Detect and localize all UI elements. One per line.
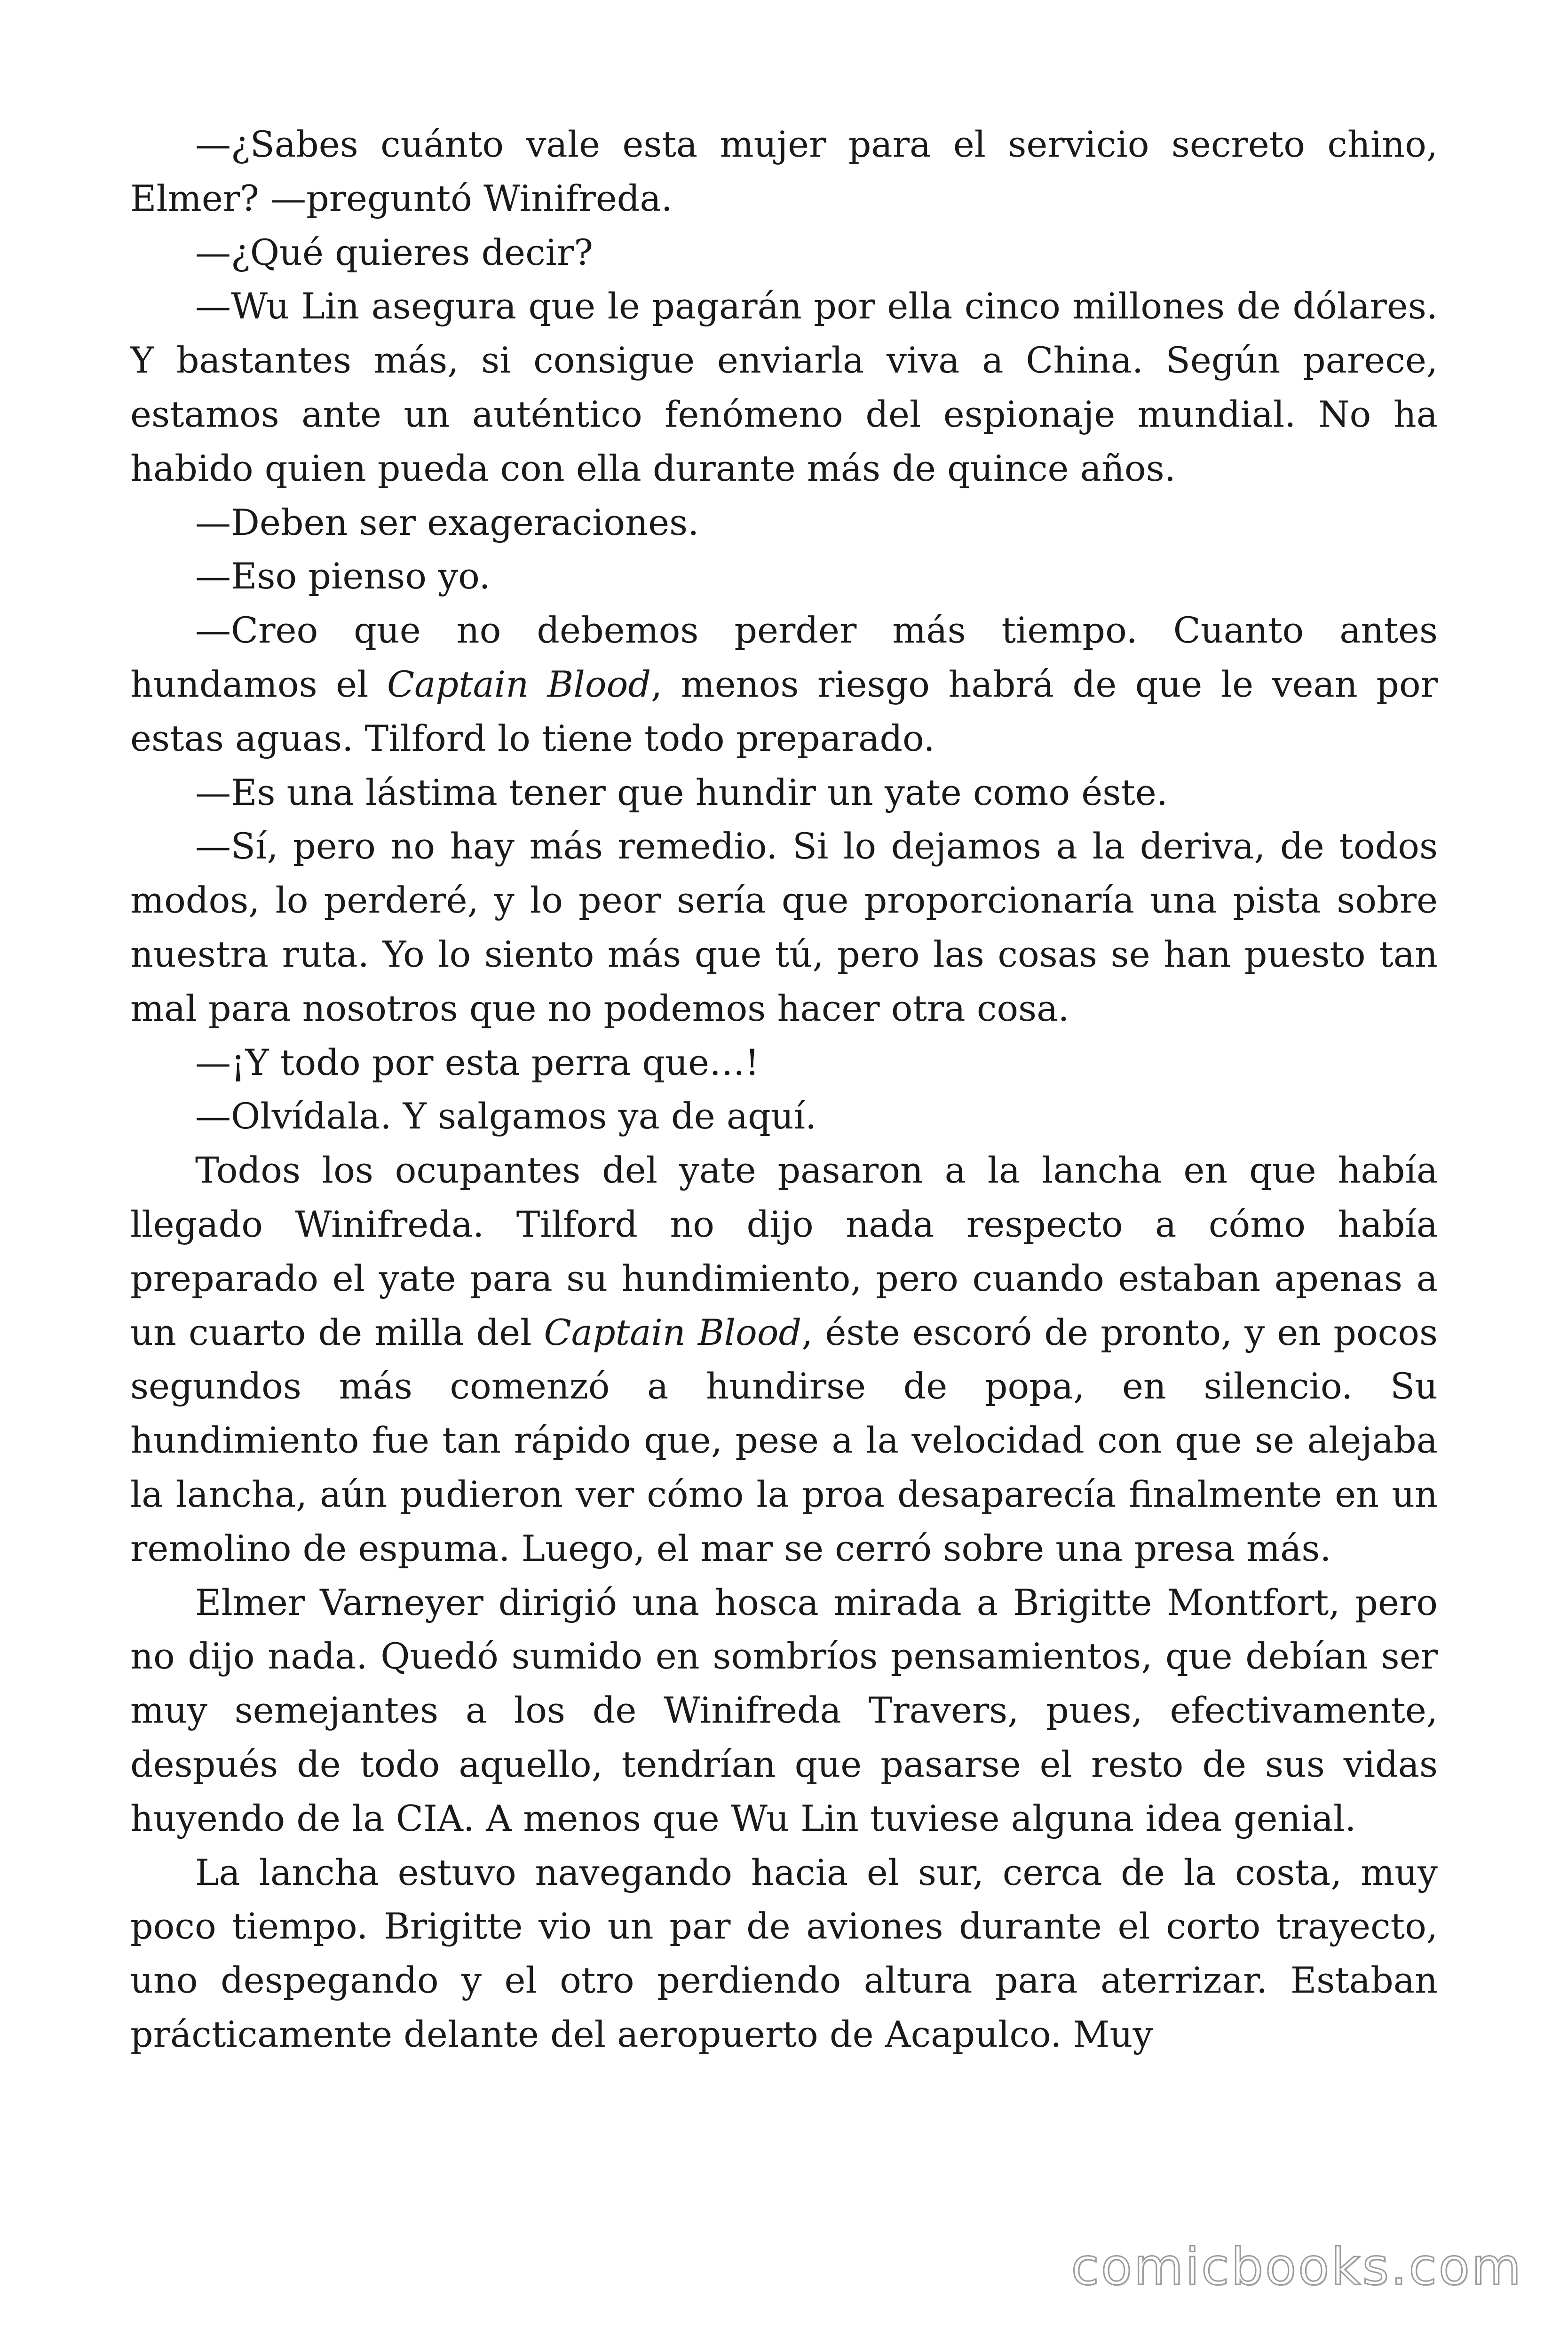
paragraph-text: —Eso pienso yo. <box>195 555 491 597</box>
paragraph-5 <box>130 549 1438 604</box>
paragraph-2 <box>130 226 1438 280</box>
paragraph-text: , éste escoró de pronto, y en pocos segundos más comenzó a hundirse de popa, en silencio. Su hundimiento fue tan rápido que, pese a la velocidad con que se alejaba la lancha, aún pudieron ver cómo la proa desaparecía finalmente en un remolino de espuma. Luego, el mar se cerró sobre una presa más. <box>130 1311 1438 1569</box>
paragraph-8 <box>130 819 1438 1035</box>
paragraph-text: —Sí, pero no hay más remedio. Si lo dejamos a la deriva, de todos modos, lo perderé, y lo peor sería que proporcionaría una pista sobre nuestra ruta. Yo lo siento más que tú, pero las cosas se han puesto tan mal para nosotros que no podemos hacer otra cosa. <box>130 825 1438 1029</box>
paragraph-text: La lancha estuvo navegando hacia el sur, cerca de la costa, muy poco tiempo. Brigitte vio un par de aviones durante el corto trayecto, uno despegando y el otro perdiendo altura para aterrizar. Estaban prácticamente delante del aeropuerto de Acapulco. Muy <box>130 1851 1438 2055</box>
paragraph-13 <box>130 1846 1438 2062</box>
paragraph-text: —Deben ser exageraciones. <box>195 501 699 543</box>
paragraph-12 <box>130 1576 1438 1846</box>
paragraph-text: —Creo que no debemos perder más tiempo. Cuanto antes hundamos el <box>130 609 1438 705</box>
watermark: comicbooks.com <box>1071 2238 1523 2296</box>
paragraph-text: Elmer Varneyer dirigió una hosca mirada a Brigitte Montfort, pero no dijo nada. Quedó sumido en sombríos pensamientos, que debían ser muy semejantes a los de Winifreda Travers, pues, efectivamente, después de todo aquello, tendrían que pasarse el resto de sus vidas huyendo de la CIA. A menos que Wu Lin tuviese alguna idea genial. <box>130 1581 1438 1839</box>
paragraph-text: —Wu Lin asegura que le pagarán por ella cinco millones de dólares. Y bastantes más, si consigue enviarla viva a China. Según parece, estamos ante un auténtico fenómeno del espionaje mundial. No ha habido quien pueda con ella durante más de quince años. <box>130 285 1438 489</box>
paragraph-6 <box>130 604 1438 765</box>
paragraph-text: —¡Y todo por esta perra que…! <box>195 1041 760 1083</box>
paragraph-10 <box>130 1089 1438 1144</box>
paragraph-text: Todos los ocupantes del yate pasaron a la lancha en que había llegado Winifreda. Tilford no dijo nada respecto a cómo había preparado el yate para su hundimiento, pero cuando estaban apenas a un cuarto de milla del <box>130 1149 1438 1353</box>
ship-name-italic: Captain Blood <box>387 663 651 705</box>
paragraph-text: , menos riesgo habrá de que le vean por estas aguas. Tilford lo tiene todo preparado. <box>130 663 1438 759</box>
paragraph-9 <box>130 1036 1438 1090</box>
paragraph-7 <box>130 766 1438 820</box>
paragraph-text: —Es una lástima tener que hundir un yate como éste. <box>195 771 1168 813</box>
paragraph-text: —Olvídala. Y salgamos ya de aquí. <box>195 1095 817 1137</box>
paragraph-11 <box>130 1144 1438 1575</box>
paragraph-4 <box>130 496 1438 550</box>
paragraph-3 <box>130 279 1438 495</box>
paragraph-text: —¿Sabes cuánto vale esta mujer para el servicio secreto chino, Elmer? —preguntó Winifreda. <box>130 123 1438 219</box>
page-body <box>130 118 1438 2225</box>
paragraph-1 <box>130 118 1438 226</box>
paragraph-text: —¿Qué quieres decir? <box>195 231 594 273</box>
ship-name-italic: Captain Blood <box>544 1311 802 1353</box>
